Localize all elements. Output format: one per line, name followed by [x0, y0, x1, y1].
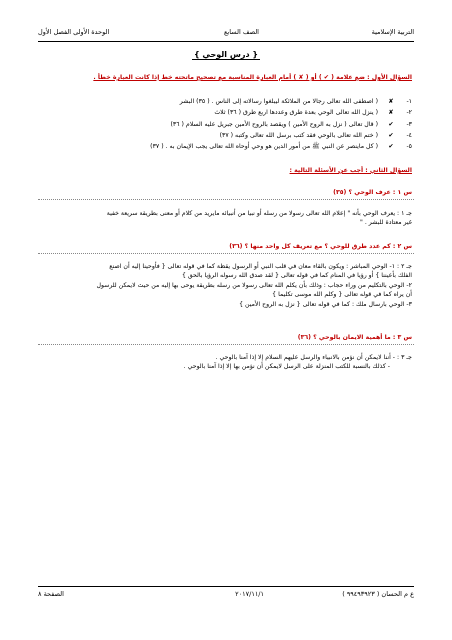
lesson-title: { درس الوحي } [193, 50, 259, 59]
header-rule [38, 41, 414, 42]
answer-2: جـ ٢ : ١- الوحي المباشر : ويكون بالقاء معان في قلب النبي أو الرسول يقظة كما في قوله تعالى { فأوحينا إليه أن اصنع الفلك بأعيننا } أو رؤيا في المنام كما في قوله تعالى { لقد صدق الله رسوله الرؤيا بالحق } ٢- الوحي بالتكليم من وراء حجاب : وذلك بأن يكلم الله تعالى رسولا من رسله بطريقة يوحى بها إليه من حيث لايمكن للرسول أن يراه كما في قوله تعالى { وكلم الله موسى تكليما } ٣- الوحي بارسال ملك : كما في قوله تعالى { نزل به الروح الأمين } [96, 263, 412, 308]
answer-1: جـ ١ : يعرف الوحي بأنه " إعلام الله تعالى رسولا من رسله أو نبيا من أنبيائه مايريد من كلام أو معنى بطريقة سريعة خفية غير معتادة للبشر . " [106, 210, 412, 227]
question-2-heading: السؤال الثاني : أجب عن الأسئلة التالية : [289, 167, 412, 174]
divider [38, 344, 414, 345]
list-item: ٤-✔( ختم الله تعالى بالوحي فقد كتب برسل الله تعالى وكتبه ( ٣٧) [219, 131, 412, 139]
header-subject: التربية الإسلامية [371, 28, 414, 36]
list-item: ١-✘( اصطفى الله تعالى رجالا من الملائكة ليبلغوا رسالاته إلى الناس . ( ٣٥) البشر [179, 98, 412, 105]
footer-author: ع م الحسان ( ٩٩٤٩٣٩٢٣ ) [342, 590, 414, 598]
list-item: ٣-✔( قال تعالى ( نزل به الروح الأمين ) ويقصد بالروح الأمين جبريل عليه السلام ( ٣٦) [170, 120, 412, 128]
header-unit: الوحدة الأولى الفصل الأول [38, 28, 110, 36]
sub-question-3: س ٣ : ما أهمية الايمان بالوحي ؟ (٣٦) [297, 334, 412, 341]
footer-page-number: الصفحة ٨ [38, 590, 64, 598]
header-grade: الصف السابع [223, 28, 259, 36]
sub-question-1: س ١ : عرف الوحي ؟ (٣٥) [333, 189, 412, 196]
list-item: ٢-✘( ينزل الله تعالى الوحي بعدة طرق وعددها اربع طرق ( ٣٦) ثلاث [214, 109, 412, 117]
list-item: ٥-✔( كل ماينصر عن النبي ﷺ من أمور الدين هو وحي أوحاه الله تعالى يجب الإيمان به . ( ٣٧) [150, 143, 412, 151]
divider [38, 253, 414, 254]
true-false-list [38, 97, 412, 153]
footer-rule [38, 586, 414, 587]
answer-3: جـ ٣ : - أننا لايمكن أن نؤمن بالانبياء والرسل عليهم السلام إلا إذا آمنا بالوحي . - كذلك بالنسبة للكتب المنزلة على الرسل لايمكن أن نؤمن بها إلا إذا آمنا بالوحي . [183, 354, 412, 371]
page-header [38, 28, 414, 40]
divider [38, 199, 414, 200]
footer-date: ٢٠١٧/١١/١ [235, 590, 264, 598]
sub-question-2: س ٢ : كم عدد طرق للوحي ؟ مع تعريف كل واحد منها ؟ (٣٦) [229, 243, 412, 250]
page-footer [38, 590, 414, 602]
question-1-heading: السؤال الأول : ضع علامة ( ✔ ) أو ( ✘ ) أمام العبارة المناسبة مع تصحيح ماتحته خط إذا كانت العبارة خطأ . [93, 74, 412, 81]
